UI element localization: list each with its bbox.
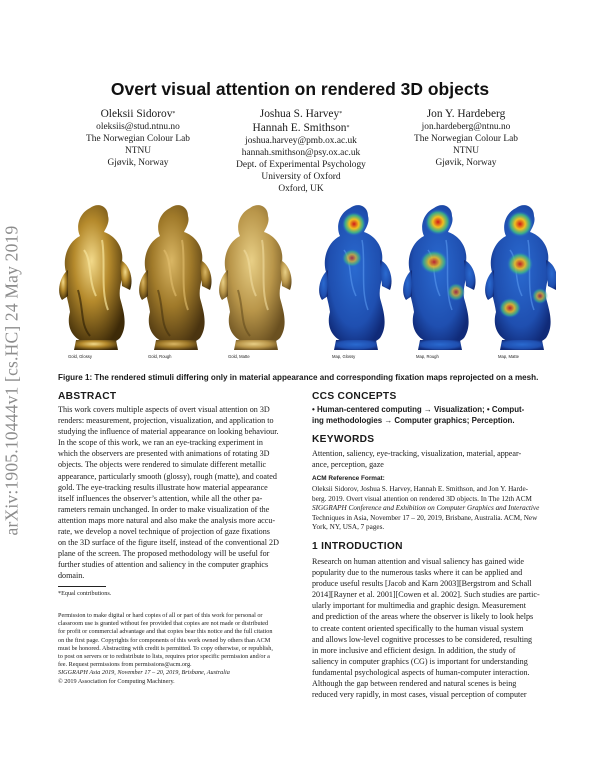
render-gold-matte: [219, 205, 291, 350]
arxiv-stamp: arXiv:1905.10444v1 [cs.HC] 24 May 2019: [1, 225, 22, 536]
render-gold-glossy: [59, 205, 131, 350]
teaser-label: Map, Glossy: [332, 354, 356, 359]
teaser-label: Map, Rough: [416, 354, 439, 359]
author-name: Jon Y. Hardeberg: [426, 108, 506, 120]
teaser-label: Gold, Rough: [148, 354, 172, 359]
author-location: Gjøvik, Norway: [107, 158, 169, 168]
teaser-label: Gold, Matte: [228, 354, 250, 359]
introduction-heading: 1 INTRODUCTION: [312, 541, 403, 552]
teaser-label: Map, Matte: [498, 354, 519, 359]
author-affiliation: The Norwegian Colour Lab: [414, 134, 518, 144]
author-block-1: [72, 107, 204, 169]
author-affiliation: Dept. of Experimental Psychology: [236, 160, 366, 170]
paper-title: Overt visual attention on rendered 3D objects: [110, 79, 490, 99]
author-email: joshua.harvey@pmb.ox.ac.uk: [245, 136, 357, 146]
teaser-label: Gold, Glossy: [68, 354, 92, 359]
introduction-body: Research on human attention and visual saliency has gained wide popularity due to the numerous tasks where it can be applied and produce useful results [Jacob and Karn 2003][Bergstrom and Schall 2014][Rayner et al. 2001][Cowen et al. 2002]. Such studies are partic- ularly important for multimedia and graphic design. Measurement and prediction of the areas where the observer is likely to look helps to create content oriented specifically to the human visual system and allows low-level cognitive processes to be considered, resulting in more inclusive and efficient design. In addition, the study of saliency in computer graphics (CG) is important for understanding fundamental psychological aspects of human-computer interaction. Although the gap between rendered and natural scenes is being reduced very rapidly, in most cases, visual perception of computer: [312, 557, 540, 700]
keywords-body: Attention, saliency, eye-tracking, visualization, material, appear- ance, perception, gaze: [312, 449, 522, 470]
reference-heading: ACM Reference Format:: [312, 475, 385, 482]
author-affiliation: NTNU: [124, 146, 152, 156]
permission-block: Permission to make digital or hard copies of all or part of this work for personal or classroom use is granted without fee provided that copies are not made or distributed for profit or commercial advantage and that copies bear this notice and the full citation on the first page. Copyrights for components of this work owned by others than ACM must be honored. Abstracting with credit is permitted. To copy otherwise, or republish, to post on servers or to redistribute to lists, requires prior specific permission and/or a fee. Request permissions from permissions@acm.org. SIGGRAPH Asia 2019, November 17 – 20, 2019, Brisbane, Australia © 2019 Association for Computing Machinery.: [58, 612, 273, 685]
figure-caption: Figure 1: The rendered stimuli differing only in material appearance and corresponding fixation maps reprojected on a mesh.: [58, 373, 539, 382]
author-affiliation: University of Oxford: [261, 172, 341, 182]
footnote: *Equal contributions.: [58, 590, 112, 597]
author-location: Oxford, UK: [278, 184, 324, 194]
author-affiliation: NTNU: [452, 146, 480, 156]
author-block-3: [398, 107, 534, 169]
ccs-concepts: • Human-centered computing → Visualization; • Comput- ing methodologies → Computer graphics; Perception.: [312, 405, 525, 426]
author-affiliation: The Norwegian Colour Lab: [86, 134, 190, 144]
author-block-2: [226, 107, 376, 195]
author-email: oleksiis@stud.ntnu.no: [96, 122, 180, 132]
author-email: jon.hardeberg@ntnu.no: [421, 122, 511, 132]
abstract-body: This work covers multiple aspects of overt visual attention on 3D renders: measurement, projection, visualization, and application to studying the influence of material appearance on looking behaviour. In the scope of this work, we ran an eye-tracking experiment in which the observers are presented with animations of rotating 3D objects. The objects were rendered to simulate different metallic appearance, particularly smooth (glossy), rough (matte), and coated gold. The eye-tracking results illustrate how material appearance itself influences the observer’s attention, while all the other pa- rameters remain unchanged. In order to make visualization of the attention maps more natural and also make the analysis more accu- rate, we develop a novel technique of projection of gaze fixations on the 3D surface of the figure itself, instead of the conventional 2D plane of the screen. The proposed methodology will be useful for further studies of attention and saliency in the computer graphics domain.: [58, 405, 279, 581]
author-location: Gjøvik, Norway: [435, 158, 497, 168]
author-name: Hannah E. Smithson*: [252, 122, 350, 134]
fixation-map-rough: [403, 205, 475, 350]
footnote-rule: [58, 586, 106, 587]
abstract-heading: ABSTRACT: [58, 391, 117, 402]
teaser-figure: [50, 198, 556, 363]
keywords-heading: KEYWORDS: [312, 434, 375, 445]
fixation-map-matte: [485, 205, 556, 350]
render-gold-rough: [139, 205, 211, 350]
fixation-map-glossy: [319, 205, 391, 350]
ccs-heading: CCS CONCEPTS: [312, 391, 397, 402]
reference-body: Oleksii Sidorov, Joshua S. Harvey, Hannah E. Smithson, and Jon Y. Harde- berg. 2019. Overt visual attention on rendered 3D objects. In The 12th ACM SIGGRAPH Conference and Exhibition on Computer Graphics and Interactive Techniques in Asia, November 17 – 20, 2019, Brisbane, Australia. ACM, New York, NY, USA, 7 pages.: [312, 485, 540, 532]
author-email: hannah.smithson@psy.ox.ac.uk: [241, 148, 361, 158]
author-name: Oleksii Sidorov*: [100, 108, 176, 120]
author-name: Joshua S. Harvey*: [259, 108, 343, 120]
